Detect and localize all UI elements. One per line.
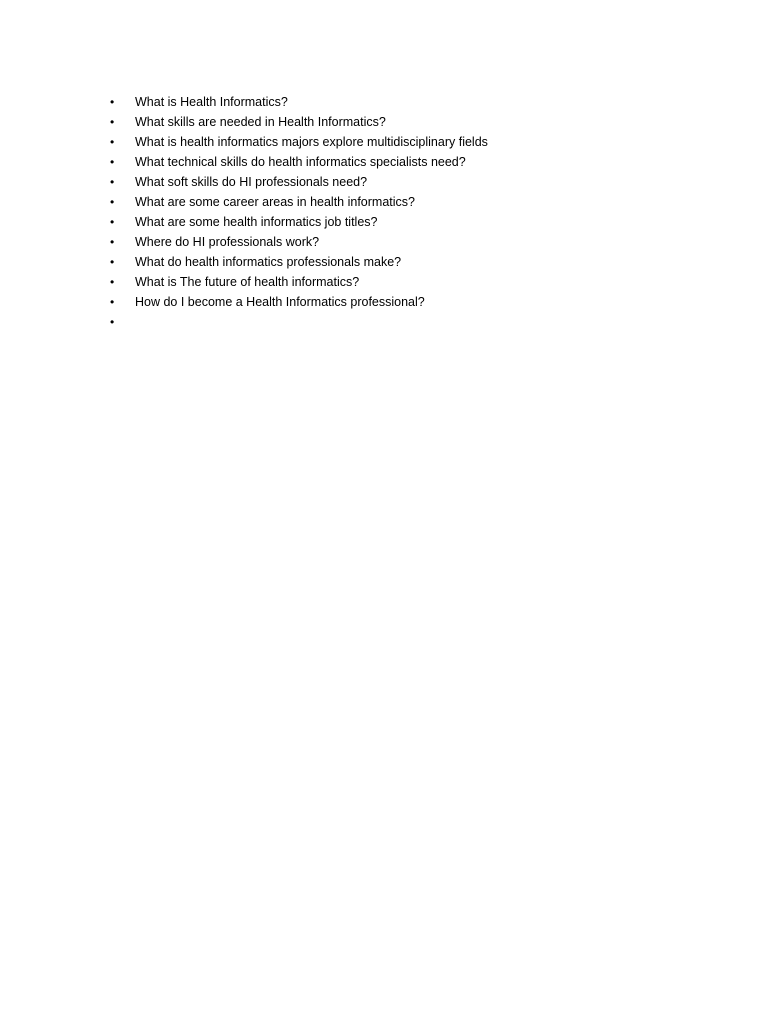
bullet-icon: • [110,135,115,149]
bullet-icon: • [110,175,115,189]
list-item-text: What are some career areas in health informatics? [135,195,415,209]
bullet-icon: • [110,275,115,289]
bullet-icon: • [110,215,115,229]
bullet-icon: • [110,235,115,249]
bullet-icon: • [110,315,115,329]
list-item [110,212,710,232]
list-item [110,132,710,152]
list-item-text: How do I become a Health Informatics professional? [135,295,425,309]
list-item [110,232,710,252]
list-item [110,312,710,332]
list-item [110,172,710,192]
bullet-icon: • [110,155,115,169]
list-item-text: What is health informatics majors explore multidisciplinary fields [135,135,488,149]
list-item-text: What is Health Informatics? [135,95,288,109]
bullet-icon: • [110,195,115,209]
list-item-text: What is The future of health informatics? [135,275,360,289]
question-bullet-list [110,92,710,332]
list-item [110,152,710,172]
bullet-icon: • [110,295,115,309]
list-item [110,292,710,312]
list-item-text: What skills are needed in Health Informatics? [135,115,386,129]
list-item [110,92,710,112]
bullet-icon: • [110,95,115,109]
list-item-text: What are some health informatics job titles? [135,215,378,229]
list-item-text: Where do HI professionals work? [135,235,320,249]
list-item-text: What soft skills do HI professionals need? [135,175,368,189]
bullet-icon: • [110,255,115,269]
list-item [110,272,710,292]
bullet-icon: • [110,115,115,129]
list-item [110,112,710,132]
list-item-text: What do health informatics professionals make? [135,255,402,269]
list-item [110,252,710,272]
list-item [110,192,710,212]
list-item-text: What technical skills do health informatics specialists need? [135,155,466,169]
